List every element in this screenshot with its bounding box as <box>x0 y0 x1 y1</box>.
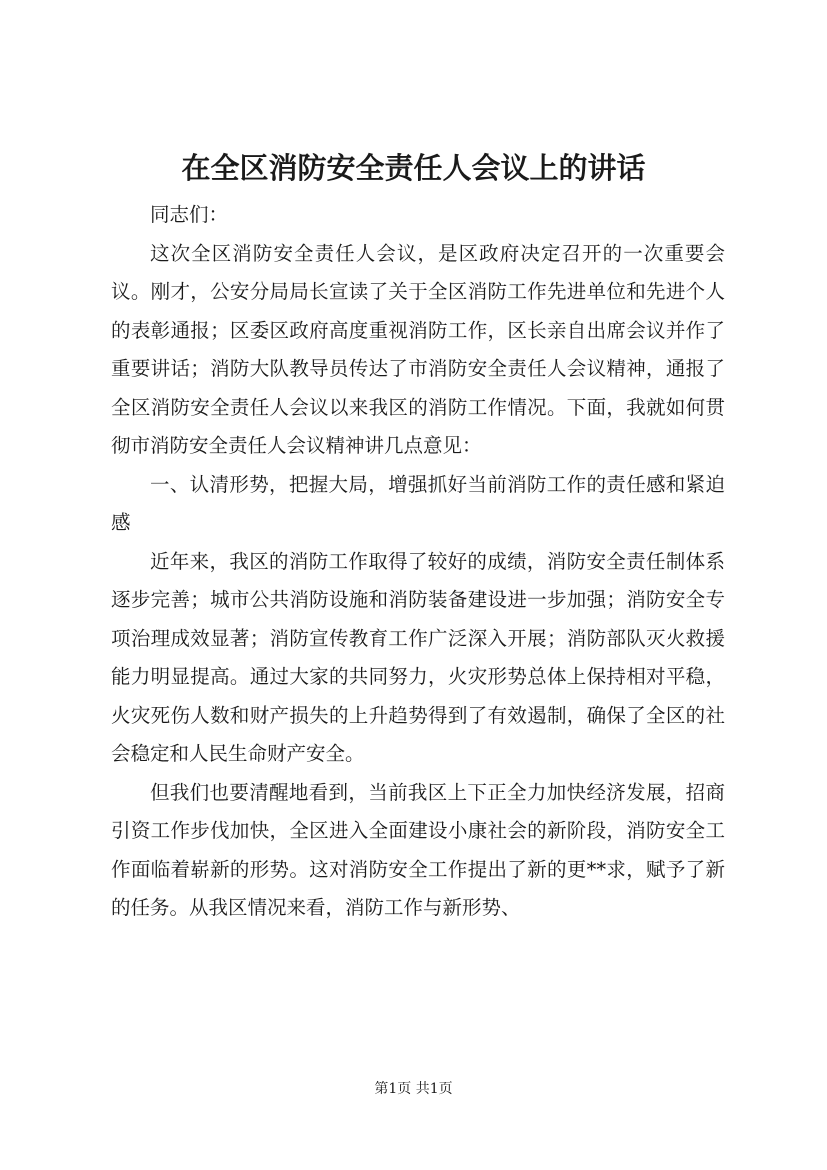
document-title: 在全区消防安全责任人会议上的讲话 <box>181 151 646 185</box>
page-number-footer: 第1页 共1页 <box>374 1081 453 1097</box>
salutation-paragraph: 同志们： <box>150 203 229 226</box>
document-body <box>111 196 725 928</box>
section-heading-paragraph: 一、认清形势，把握大局，增强抓好当前消防工作的责任感和紧迫感 <box>111 472 725 534</box>
body-paragraph: 这次全区消防安全责任人会议，是区政府决定召开的一次重要会议。刚才，公安分局局长宣读了关于全区消防工作先进单位和先进个人的表彰通报；区委区政府高度重视消防工作，区长亲自出席会议并作了重要讲话；消防大队教导员传达了市消防安全责任人会议精神，通报了全区消防安全责任人会议以来我区的消防工作情况。下面，我就如何贯彻市消防安全责任人会议精神讲几点意见： <box>111 241 725 457</box>
body-paragraph: 但我们也要清醒地看到，当前我区上下正全力加快经济发展，招商引资工作步伐加快，全区进入全面建设小康社会的新阶段，消防安全工作面临着崭新的形势。这对消防安全工作提出了新的更**求，赋予了新的任务。从我区情况来看，消防工作与新形势、 <box>111 780 725 919</box>
body-paragraph: 近年来，我区的消防工作取得了较好的成绩，消防安全责任制体系逐步完善；城市公共消防设施和消防装备建设进一步加强；消防安全专项治理成效显著；消防宣传教育工作广泛深入开展；消防部队灭火救援能力明显提高。通过大家的共同努力，火灾形势总体上保持相对平稳，火灾死伤人数和财产损失的上升趋势得到了有效遏制，确保了全区的社会稳定和人民生命财产安全。 <box>111 549 725 765</box>
